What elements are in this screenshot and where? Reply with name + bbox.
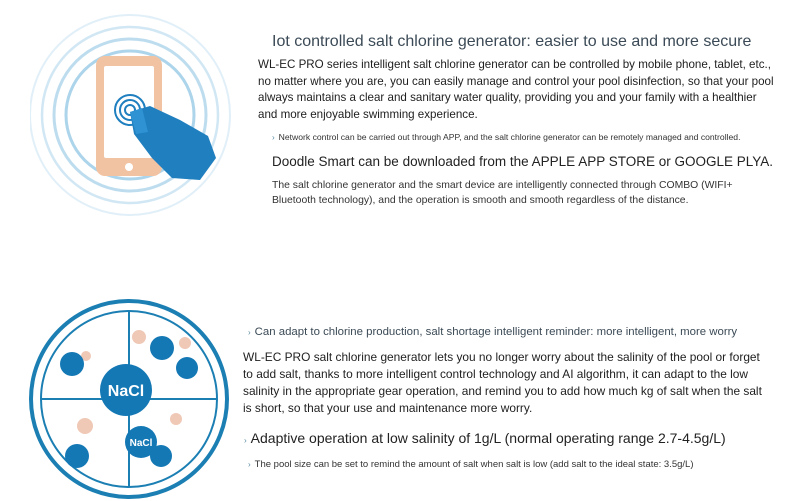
network-control-note	[272, 132, 740, 142]
network-control-text: Network control can be carried out through APP, and the salt chlorine generator can be remotely managed and controlled.	[278, 132, 741, 142]
iot-control-illustration	[30, 8, 240, 228]
bullet-marker: ›	[248, 328, 251, 337]
section2-title	[248, 326, 737, 338]
app-download-note: Doodle Smart can be downloaded from the APPLE APP STORE or GOOGLE PLYA.	[272, 154, 774, 169]
section1-title: Iot controlled salt chlorine generator: easier to use and more secure	[272, 33, 752, 50]
connection-note: The salt chlorine generator and the smart device are intelligently connected through COMBO (WIFI+ Bluetooth technology), and the operation is smooth and smooth regardless of the distance.	[272, 180, 733, 206]
pool-size-note	[248, 459, 694, 470]
salinity-dial-illustration	[28, 298, 231, 501]
nacl-large-label: NaCl	[107, 383, 145, 400]
bullet-marker: ›	[272, 133, 275, 142]
adaptive-operation-text: Adaptive operation at low salinity of 1g/L (normal operating range 2.7-4.5g/L)	[250, 430, 726, 446]
pool-size-text: The pool size can be set to remind the amount of salt when salt is low (add salt to the ideal state: 3.5g/L)	[254, 459, 694, 470]
bullet-marker: ›	[248, 460, 251, 469]
section2-title-text: Can adapt to chlorine production, salt shortage intelligent reminder: more intelligent, more worry	[254, 326, 738, 338]
section2-paragraph: WL-EC PRO salt chlorine generator lets you no longer worry about the salinity of the pool or forget to add salt, thanks to more intelligent control technology and AI algorithm, it can adapt to the low salinity in the appropriate gear operation, and remind you to add how much kg of salt when the salt is short, so that your use and maintenance more worry.	[243, 350, 762, 415]
nacl-small-label: NaCl	[129, 438, 153, 449]
section1-paragraph: WL-EC PRO series intelligent salt chlorine generator can be controlled by mobile phone, tablet, etc., no matter where you are, you can easily manage and control your pool disinfection, so that your pool always maintains a clear and sanitary water quality, providing you and your family with a healthier and more enjoyable swimming experience.	[258, 58, 774, 121]
adaptive-operation-note	[244, 430, 726, 446]
bullet-marker: ›	[244, 436, 247, 445]
